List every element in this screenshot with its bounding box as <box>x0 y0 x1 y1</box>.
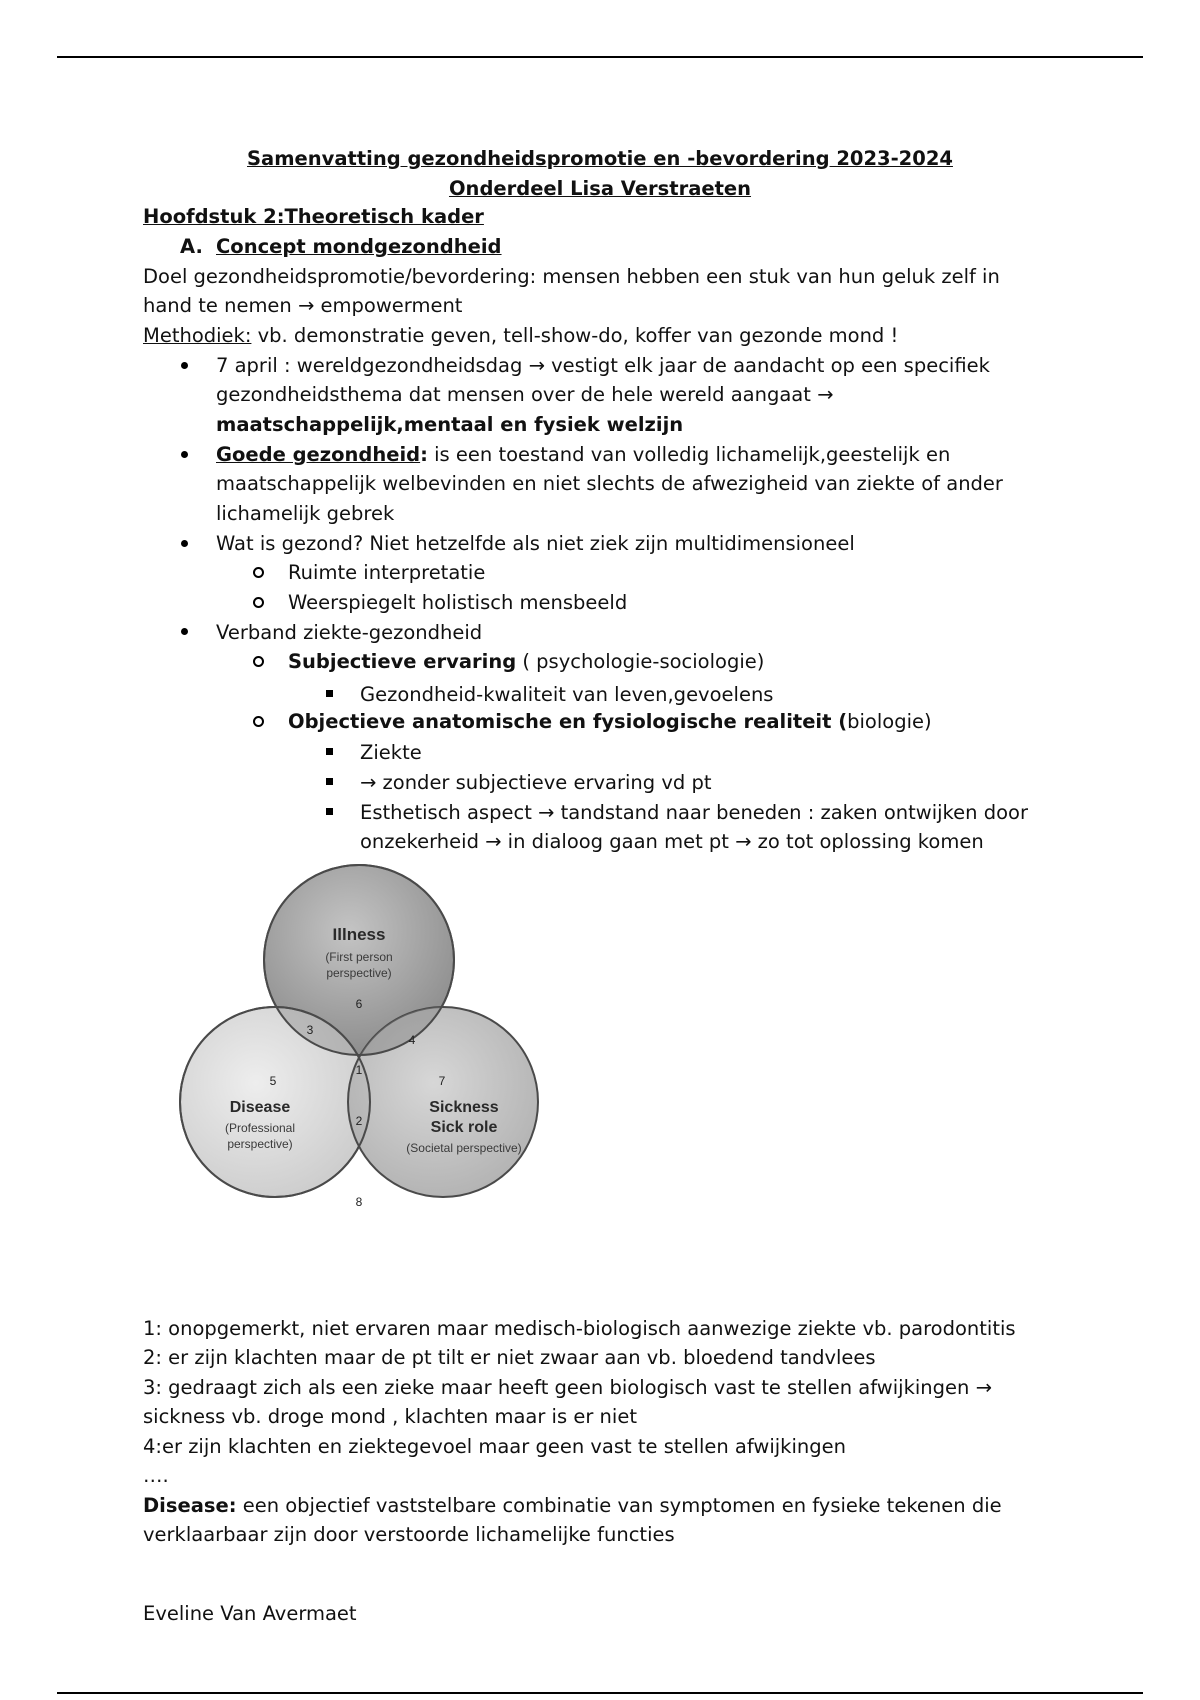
bullet-1-line-2: gezondheidsthema dat mensen over de hele wereld aangaat → <box>216 383 834 406</box>
note-3-line-1: 3: gedraagt zich als een zieke maar heeft geen biologisch vast te stellen afwijkingen → <box>143 1376 992 1399</box>
region-label-1: 1 <box>355 1063 363 1077</box>
bullet-4-sub-2-item-3-line-2: onzekerheid → in dialoog gaan met pt → zo tot oplossing komen <box>360 830 984 853</box>
bullet-icon <box>181 451 188 458</box>
objectieve-term: Objectieve anatomische en fysiologische realiteit ( <box>288 710 848 733</box>
disease-definition-label: Disease: <box>143 1494 237 1517</box>
bullet-4-sub-2-item-3-line-1: Esthetisch aspect → tandstand naar beneden : zaken ontwijken door <box>360 801 1028 824</box>
bullet-3-sub-2: Weerspiegelt holistisch mensbeeld <box>288 591 628 614</box>
note-4: 4:er zijn klachten en ziektegevoel maar geen vast te stellen afwijkingen <box>143 1435 846 1458</box>
document-title: Samenvatting gezondheidspromotie en -bevordering 2023-2024 <box>247 147 953 170</box>
region-label-7: 7 <box>438 1074 446 1088</box>
bullet-3-sub-1: Ruimte interpretatie <box>288 561 486 584</box>
sub-bullet-icon <box>253 567 264 578</box>
square-bullet-icon <box>326 748 333 755</box>
document-subtitle: Onderdeel Lisa Verstraeten <box>448 177 752 200</box>
subjectieve-text: ( psychologie-sociologie) <box>516 650 765 673</box>
sickness-subtitle: (Societal perspective) <box>406 1141 522 1155</box>
subjectieve-term: Subjectieve ervaring <box>288 650 517 673</box>
note-2: 2: er zijn klachten maar de pt tilt er niet zwaar aan vb. bloedend tandvlees <box>143 1346 876 1369</box>
bullet-4-sub-1-item: Gezondheid-kwaliteit van leven,gevoelens <box>360 683 774 706</box>
sub-bullet-icon <box>253 656 264 667</box>
methodiek-label: Methodiek: <box>143 324 252 347</box>
bullet-icon <box>181 540 188 547</box>
disease-subtitle-1: (Professional <box>224 1121 296 1135</box>
sickness-title-2: Sick role <box>430 1119 498 1136</box>
bullet-1-line-3: maatschappelijk,mentaal en fysiek welzijn <box>216 413 684 436</box>
bullet-4-sub-2-item-2: → zonder subjectieve ervaring vd pt <box>360 771 712 794</box>
footer-rule <box>57 1692 1143 1694</box>
sub-bullet-icon <box>253 597 264 608</box>
bullet-2-text: is een toestand van volledig lichamelijk,geestelijk en <box>427 443 951 466</box>
header-rule <box>57 56 1143 58</box>
note-ellipsis: …. <box>143 1464 169 1487</box>
disease-definition-line-2: verklaarbaar zijn door verstoorde lichamelijke functies <box>143 1523 675 1546</box>
region-label-6: 6 <box>355 997 363 1011</box>
section-letter: A. <box>180 235 203 258</box>
disease-subtitle-2: perspective) <box>227 1137 293 1151</box>
disease-definition-line-1 <box>143 1491 1002 1521</box>
note-1: 1: onopgemerkt, niet ervaren maar medisch-biologisch aanwezige ziekte vb. parodontitis <box>143 1317 1016 1340</box>
methodiek-paragraph <box>143 321 898 351</box>
disease-definition-text: een objectief vaststelbare combinatie van symptomen en fysieke tekenen die <box>236 1494 1002 1517</box>
bullet-3-text: Wat is gezond? Niet hetzelfde als niet ziek zijn multidimensioneel <box>216 532 855 555</box>
sickness-title-1: Sickness <box>429 1099 499 1116</box>
section-heading: Concept mondgezondheid <box>216 235 502 258</box>
chapter-heading: Hoofdstuk 2:Theoretisch kader <box>143 205 484 228</box>
term-colon: : <box>420 443 428 466</box>
bullet-4-text: Verband ziekte-gezondheid <box>216 621 483 644</box>
disease-title: Disease <box>229 1099 291 1116</box>
goede-gezondheid-term: Goede gezondheid <box>216 443 421 466</box>
venn-diagram <box>178 860 578 1220</box>
bullet-2-line-2: maatschappelijk welbevinden en niet slechts de afwezigheid van ziekte of ander <box>216 472 1003 495</box>
illness-title: Illness <box>332 925 386 944</box>
square-bullet-icon <box>326 690 333 697</box>
square-bullet-icon <box>326 778 333 785</box>
bullet-1-line-1: 7 april : wereldgezondheidsdag → vestigt elk jaar de aandacht op een specifiek <box>216 354 990 377</box>
bullet-4-sub-2 <box>288 707 932 737</box>
region-label-8: 8 <box>355 1195 363 1209</box>
intro-line-1: Doel gezondheidspromotie/bevordering: mensen hebben een stuk van hun geluk zelf in <box>143 265 1000 288</box>
bullet-2-line-3: lichamelijk gebrek <box>216 502 395 525</box>
region-label-3: 3 <box>306 1023 314 1037</box>
note-3-line-2: sickness vb. droge mond , klachten maar is er niet <box>143 1405 637 1428</box>
region-label-2: 2 <box>355 1114 363 1128</box>
methodiek-text: vb. demonstratie geven, tell-show-do, koffer van gezonde mond ! <box>251 324 899 347</box>
objectieve-text: biologie) <box>847 710 932 733</box>
bullet-icon <box>181 628 188 635</box>
region-label-5: 5 <box>269 1074 277 1088</box>
illness-subtitle-2: perspective) <box>326 966 392 980</box>
author-name: Eveline Van Avermaet <box>143 1602 357 1625</box>
bullet-icon <box>181 362 188 369</box>
square-bullet-icon <box>326 808 333 815</box>
sub-bullet-icon <box>253 716 264 727</box>
bullet-2-line-1 <box>216 440 950 470</box>
bullet-4-sub-2-item-1: Ziekte <box>360 741 422 764</box>
region-label-4: 4 <box>408 1033 416 1047</box>
bullet-4-sub-1 <box>288 647 764 677</box>
intro-line-2: hand te nemen → empowerment <box>143 294 463 317</box>
illness-subtitle-1: (First person <box>325 950 393 964</box>
